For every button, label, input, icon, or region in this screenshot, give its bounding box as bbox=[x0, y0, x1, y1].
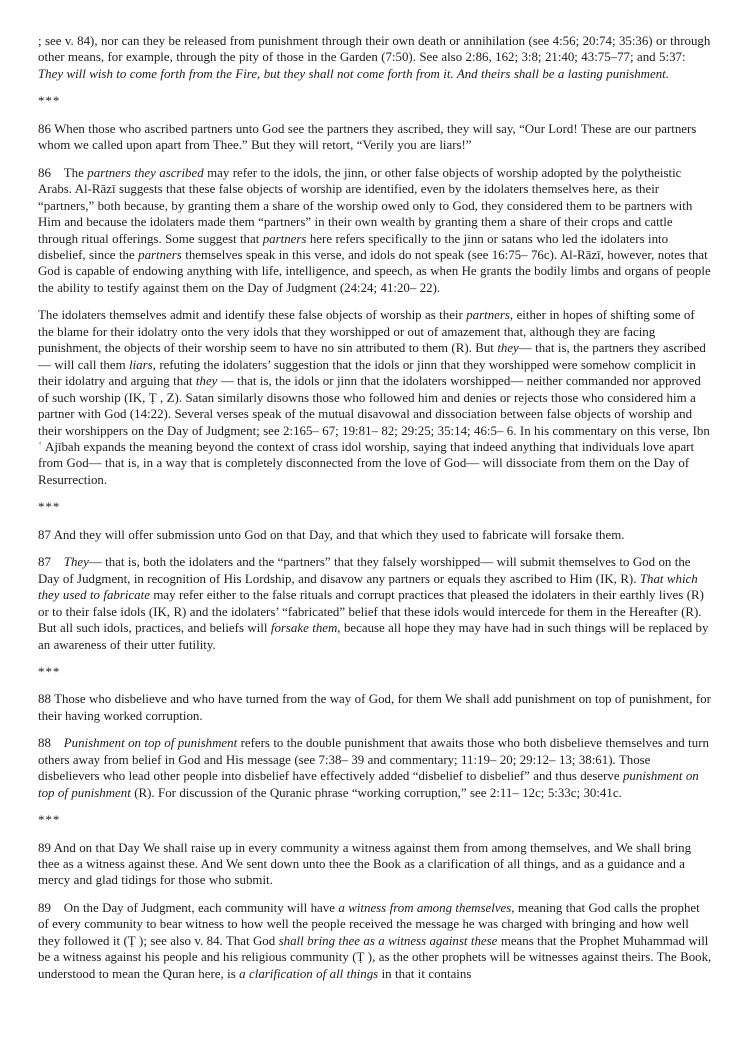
section-separator: *** bbox=[38, 94, 61, 109]
verse-88-translation: 88 Those who disbelieve and who have turned from the way of God, for them We shall add punishment on top of punishment, for their having worked corruption. bbox=[38, 692, 711, 723]
commentary-86-paragraph-2: The idolaters themselves admit and identify these false objects of worship as their partners, either in hopes of shifting some of the blame for their idolatry onto the very idols that they worshipped or out of amazement that, although they are facing punishment, the objects of their worship seem to have no sin attributed to them (R). But they— that is, the partners they ascribed— will call them liars, refuting the idolaters’ suggestion that the idols or jinn that they worshipped were somehow complicit in their idolatry and arguing that they — that is, the idols or jinn that the idolaters worshipped— neither commanded nor approved of such worship (IK, Ṭ , Z). Satan similarly disowns those who followed him and denies or rejects those who considered him a partner with God (14:22). Several verses speak of the mutual disavowal and dissociation between false objects of worship and their worshippers on the Day of Judgment; see 2:165– 67; 19:81– 82; 29:25; 35:14; 46:5– 6. In his commentary on this verse, Ibn ʿ Ajībah expands the meaning beyond the context of crass idol worship, saying that indeed anything that individuals love apart from God— that is, in a way that is completely disconnected from the love of God— will dissociate from them on the Day of Resurrection. bbox=[38, 308, 710, 487]
commentary-89-paragraph: 89 On the Day of Judgment, each community will have a witness from among themselves, meaning that God calls the prophet of every community to bear witness to how well the people received the message he was charged with bringing and how well they followed it (Ṭ ); see also v. 84. That God shall bring thee as a witness against these means that the Prophet Muhammad will be a witness against his people and his religious community (Ṭ ), as the other prophets will be witnesses against theirs. The Book, understood to mean the Quran here, is a clarification of all things in that it contains bbox=[38, 900, 712, 981]
commentary-87-paragraph: 87 They— that is, both the idolaters and the “partners” that they falsely worshipped— will submit themselves to God on the Day of Judgment, in recognition of His Lordship, and disavow any partners or equals they ascribed to Him (IK, R). That which they used to fabricate may refer either to the false rituals and corrupt practices that pleased the idolaters in their earthly lives (R) or to their false idols (IK, R) and the idolaters’ “fabricated” belief that these idols would intercede for them in the Hereafter (R). But all such idols, practices, and beliefs will forsake them, because all hope they may have had in such things will be replaced by an awareness of their utter futility. bbox=[38, 555, 709, 652]
commentary-continuation-paragraph: ; see v. 84), nor can they be released from punishment through their own death or annihilation (see 4:56; 20:74; 35:36) or through other means, for example, through the pity of those in the Garden (7:50). See also 2:86, 162; 3:8; 21:40; 43:75–77; and 5:37: They will wish to come forth from the Fire, but they shall not come forth from it. And theirs shall be a lasting punishment. bbox=[38, 34, 711, 81]
commentary-86-paragraph-1: 86 The partners they ascribed may refer to the idols, the jinn, or other false objects of worship adopted by the polytheistic Arabs. Al-Rāzī suggests that these false objects of worship are identified, even by the idolaters themselves here, as their “partners,” both because, by granting them a share of the worship owed only to God, they considered them to be partners with Him and because the idolaters made them “partners” in their own wealth by granting them a share of their crops and cattle through ritual offerings. Some suggest that partners here refers specifically to the jinn or satans who led the idolaters into disbelief, since the partners themselves speak in this verse, and idols do not speak (see 16:75– 76c). Al-Rāzī, however, notes that God is capable of endowing anything with life, intelligence, and speech, as when He grants the bodily limbs and organs of people the ability to testify against them on the Day of Judgment (24:24; 41:20– 22). bbox=[38, 165, 711, 295]
verse-87-translation: 87 And they will offer submission unto God on that Day, and that which they used to fabricate will forsake them. bbox=[38, 527, 625, 542]
section-separator: *** bbox=[38, 664, 61, 679]
verse-86-translation: 86 When those who ascribed partners unto God see the partners they ascribed, they will say, “Our Lord! These are our partners whom we called upon apart from Thee.” But they will retort, “Verily you are liars!” bbox=[38, 121, 697, 153]
commentary-88-paragraph: 88 Punishment on top of punishment refers to the double punishment that awaits those who both disbelieve themselves and turn others away from belief in God and His message (see 7:38– 39 and commentary; 11:19– 20; 29:12– 13; 38:61). Those disbelievers who lead other people into disbelief have effectively added “disbelief to disbelief” and thus deserve punishment on top of punishment (R). For discussion of the Quranic phrase “working corruption,” see 2:11– 12c; 5:33c; 30:41c. bbox=[38, 736, 709, 800]
section-separator: *** bbox=[38, 500, 61, 515]
verse-89-translation: 89 And on that Day We shall raise up in every community a witness against them from among themselves, and We shall bring thee as a witness against these. And We sent down unto thee the Book as a clarification of all things, and as a guidance and a mercy and glad tidings for those who submit. bbox=[38, 840, 692, 888]
section-separator: *** bbox=[38, 813, 61, 828]
